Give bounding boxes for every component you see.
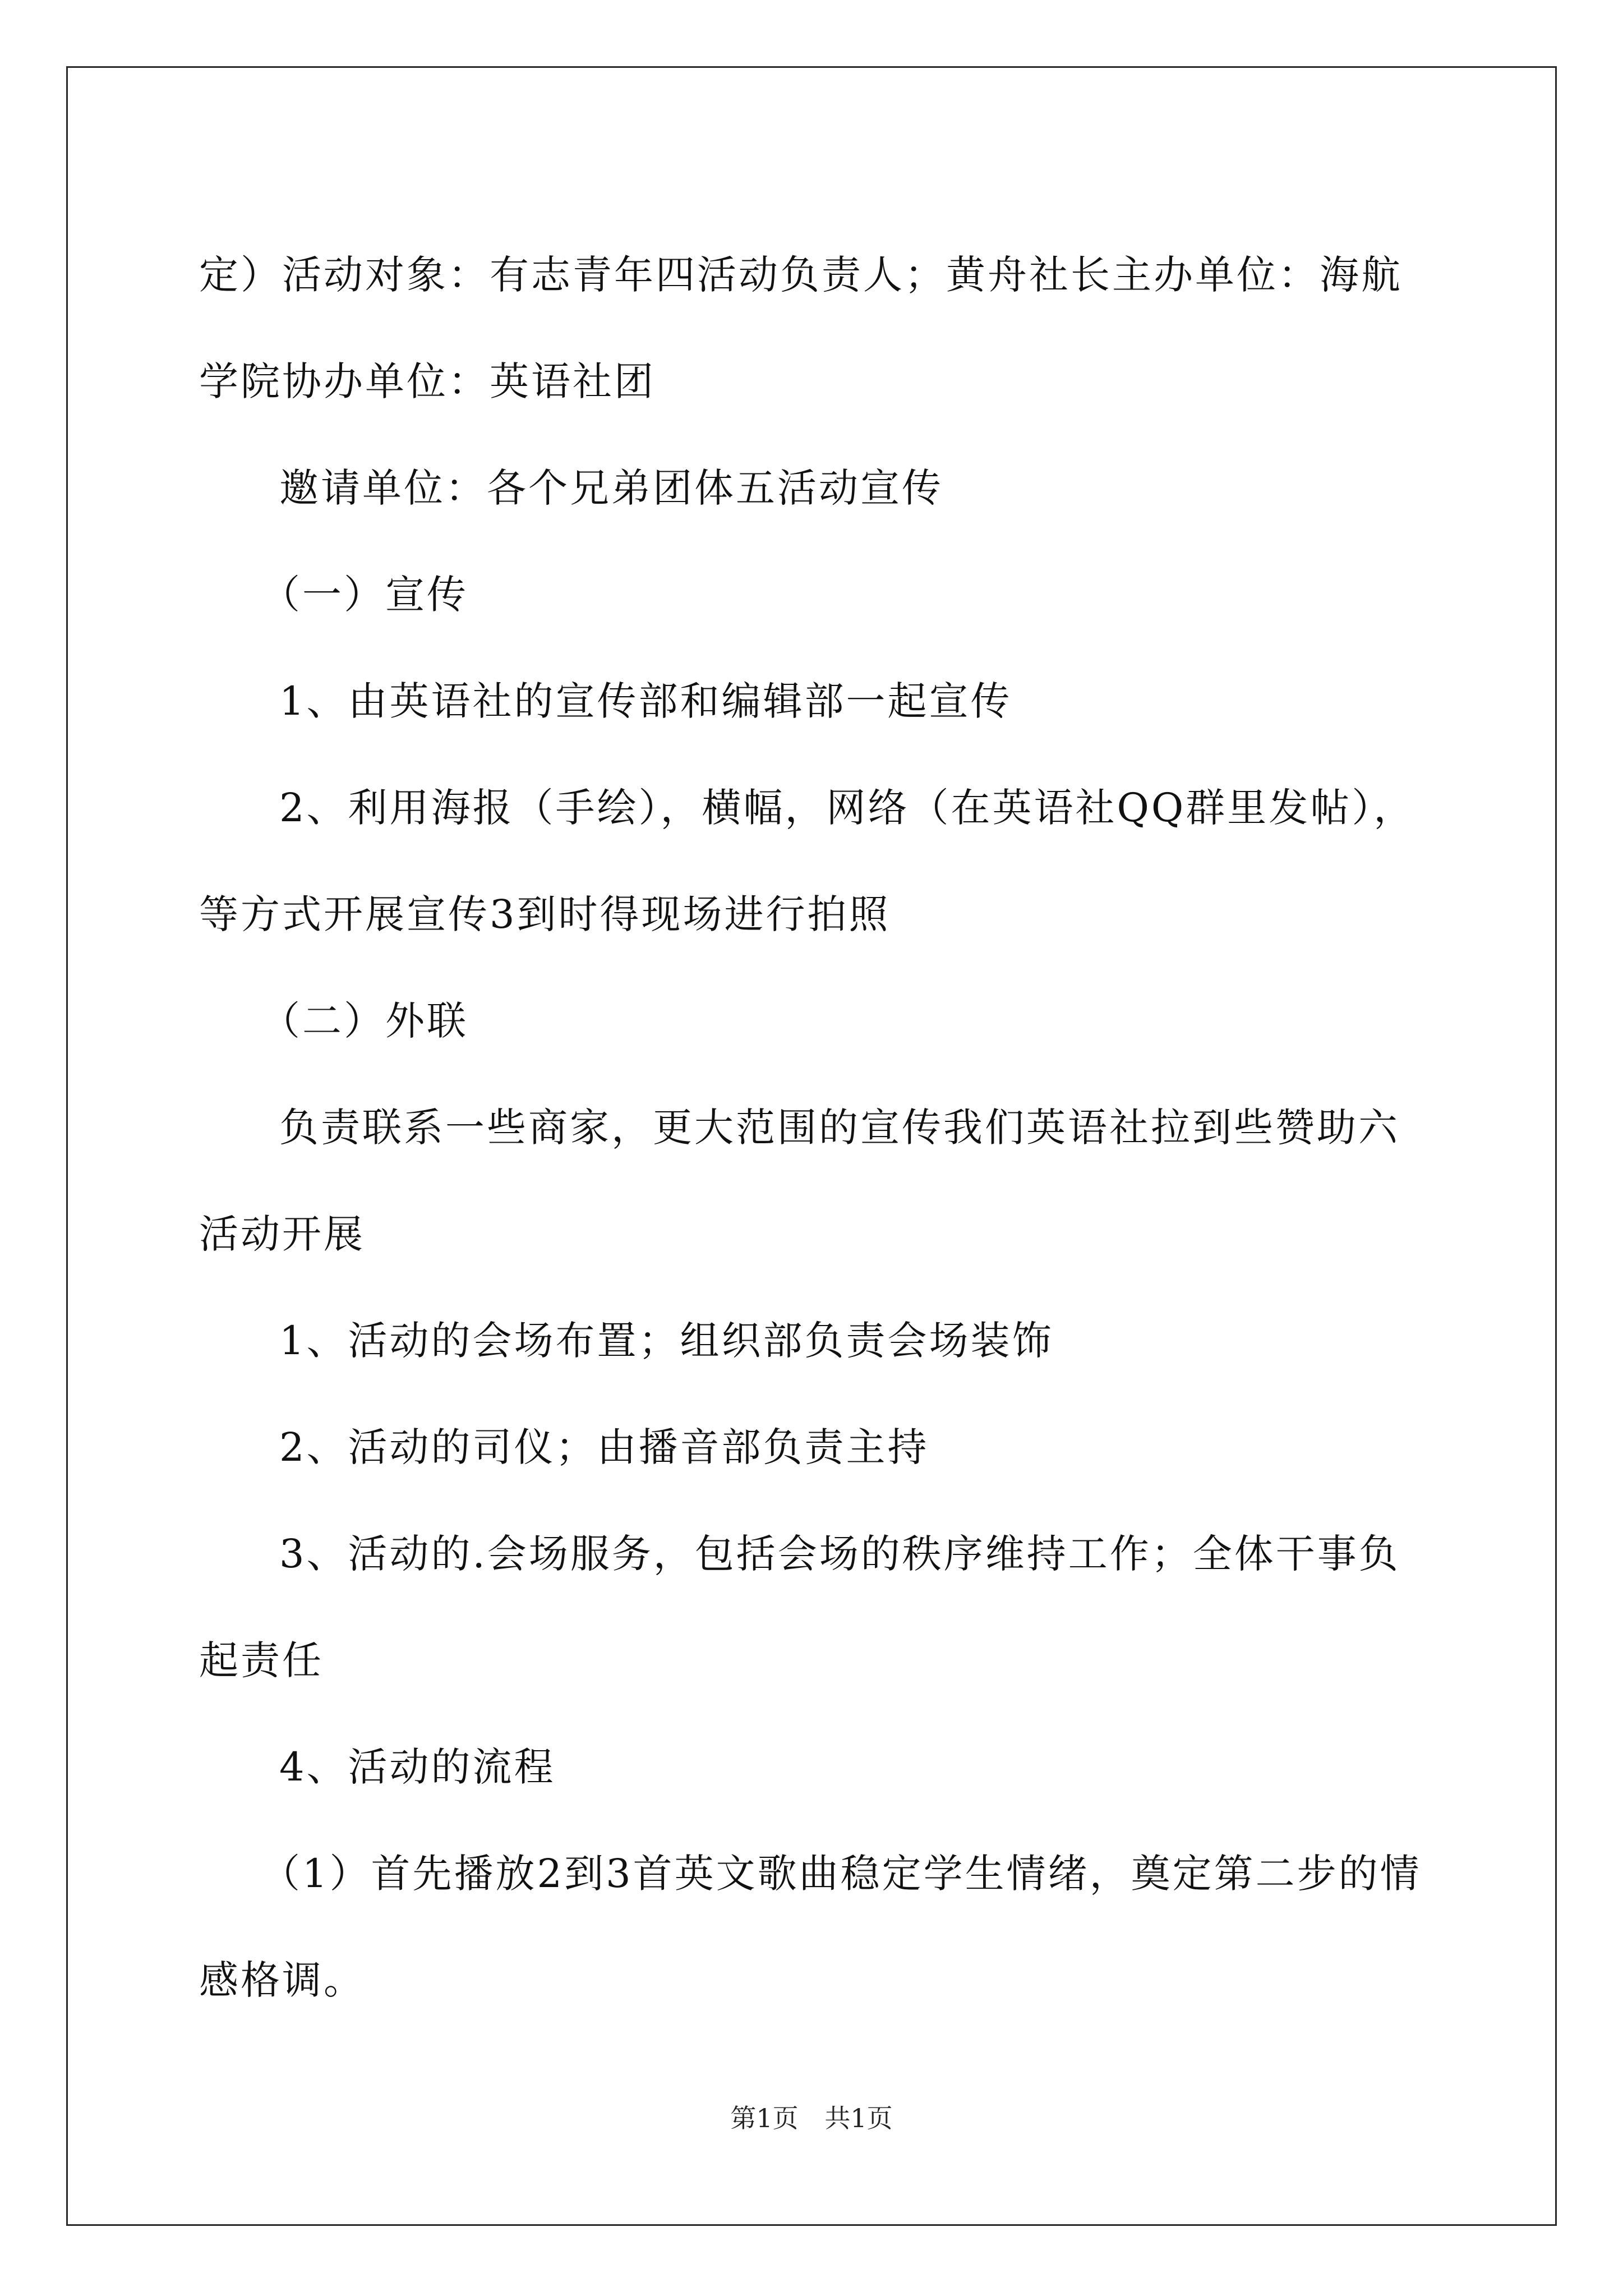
list-item: 2、活动的司仪；由播音部负责主持 (279, 1424, 929, 1470)
page-total: 共1页 (824, 2103, 893, 2133)
paragraph: 定）活动对象：有志青年四活动负责人；黄舟社长主办单位：海航学院协办单位：英语社团 (199, 252, 1403, 404)
list-item: 1、活动的会场布置；组织部负责会场装饰 (279, 1318, 1054, 1364)
section-heading: （二）外联 (261, 998, 468, 1044)
page-footer (0, 2098, 1623, 2135)
list-item: 4、活动的流程 (279, 1744, 556, 1790)
section-heading: （一）宣传 (261, 572, 468, 618)
page-number: 第1页 (730, 2103, 799, 2133)
list-item: 2、利用海报（手绘），横幅，网络（在英语社QQ群里发帖），等方式开展宣传3到时得现场进行拍照 (199, 785, 1415, 937)
paragraph: 负责联系一些商家，更大范围的宣传我们英语社拉到些赞助六活动开展 (199, 1105, 1400, 1257)
document-body (199, 222, 1422, 2033)
paragraph: 邀请单位：各个兄弟团体五活动宣传 (279, 465, 943, 511)
list-item: 3、活动的.会场服务，包括会场的秩序维持工作；全体干事负起责任 (199, 1531, 1400, 1683)
list-item: 1、由英语社的宣传部和编辑部一起宣传 (279, 678, 1012, 724)
list-item: （1）首先播放2到3首英文歌曲稳定学生情绪，奠定第二步的情感格调。 (199, 1851, 1422, 2003)
